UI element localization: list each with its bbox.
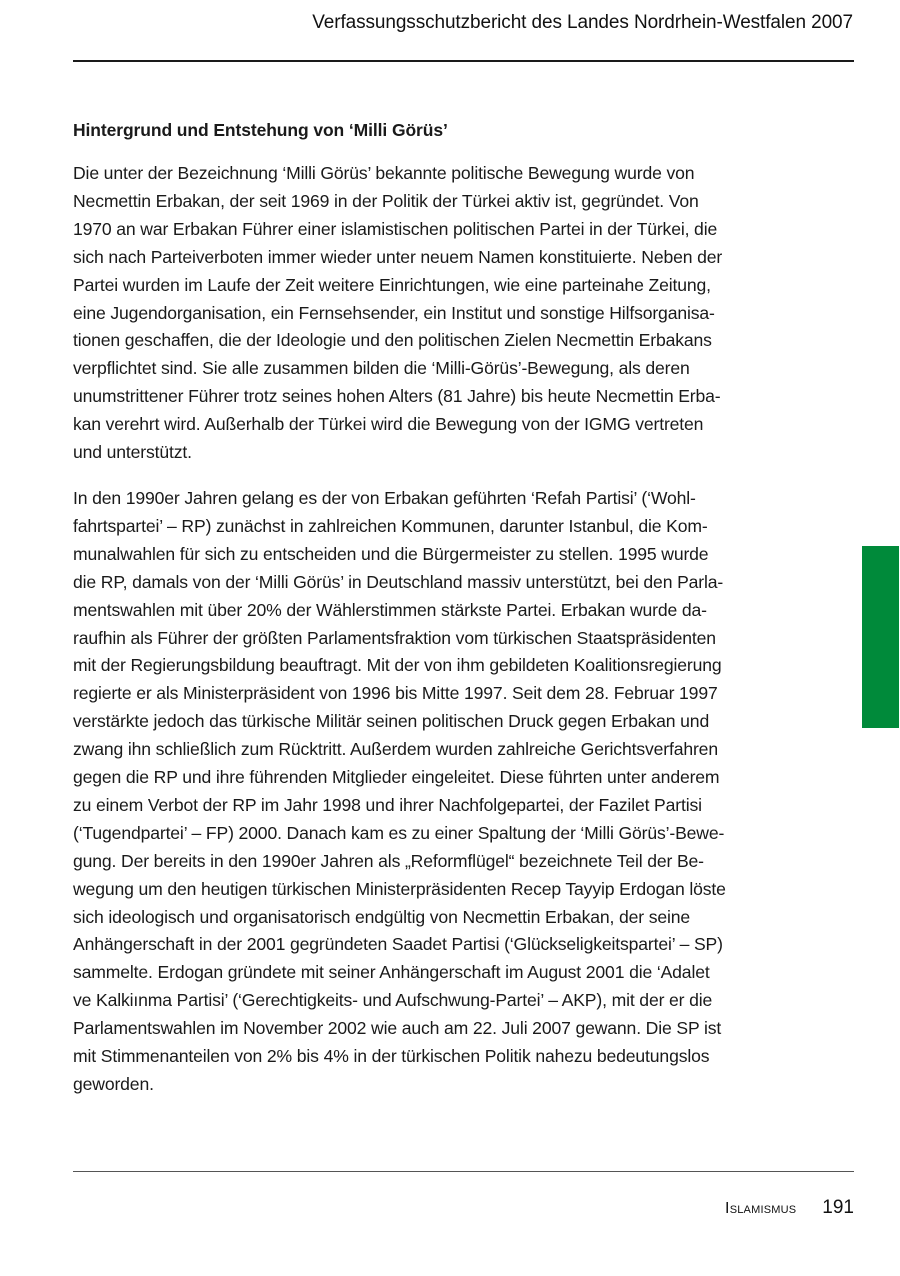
text-line: zwang ihn schließlich zum Rücktritt. Außerdem wurden zahlreiche Gerichtsverfahren [73,739,718,760]
text-line: die RP, damals von der ‘Milli Görüs’ in Deutschland massiv unterstützt, bei den Parla- [73,571,724,592]
text-line: gung. Der bereits in den 1990er Jahren als „Reformflügel“ bezeichnete Teil der Be- [73,850,704,871]
text-line: gegen die RP und ihre führenden Mitglieder eingeleitet. Diese führten unter anderem [73,767,720,788]
text-line: verstärkte jedoch das türkische Militär seinen politischen Druck gegen Erbakan und [73,711,710,732]
text-line: unumstrittener Führer trotz seines hohen Alters (81 Jahre) bis heute Necmettin Erba- [73,386,721,407]
text-line: sich nach Parteiverboten immer wieder unter neuem Namen konstituierte. Neben der [73,246,723,267]
section-heading: Hintergrund und Entstehung von ‘Milli Görüs’ [73,120,448,140]
text-line: mentswahlen mit über 20% der Wählerstimmen stärkste Partei. Erbakan wurde da- [73,599,707,620]
text-line: Necmettin Erbakan, der seit 1969 in der Politik der Türkei aktiv ist, gegründet. Von [73,190,699,211]
text-line: ve Kalkiınma Partisi’ (‘Gerechtigkeits- und Aufschwung-Partei’ – AKP), mit der er die [73,990,713,1011]
text-line: wegung um den heutigen türkischen Ministerpräsidenten Recep Tayyip Erdogan löste [73,878,726,899]
text-line: tionen geschaffen, die der Ideologie und den politischen Zielen Necmettin Erbakans [73,330,712,351]
page-footer [725,1197,854,1219]
text-line: Parlamentswahlen im November 2002 wie auch am 22. Juli 2007 gewann. Die SP ist [73,1018,722,1039]
text-line: kan verehrt wird. Außerhalb der Türkei wird die Bewegung von der IGMG vertreten [73,414,704,435]
text-line: sich ideologisch und organisatorisch endgültig von Necmettin Erbakan, der seine [73,906,691,927]
text-line: mit der Regierungsbildung beauftragt. Mit der von ihm gebildeten Koalitionsregierung [73,655,722,676]
text-line: Partei wurden im Laufe der Zeit weitere Einrichtungen, wie eine parteinahe Zeitung, [73,274,711,295]
header-rule [73,60,854,62]
text-line: regierte er als Ministerpräsident von 1996 bis Mitte 1997. Seit dem 28. Februar 1997 [73,683,718,704]
text-line: Die unter der Bezeichnung ‘Milli Görüs’ bekannte politische Bewegung wurde von [73,163,695,183]
text-line: verpflichtet sind. Sie alle zusammen bilden die ‘Milli-Görüs’-Bewegung, als deren [73,358,690,379]
text-line: 1970 an war Erbakan Führer einer islamistischen politischen Partei in der Türkei, die [73,218,718,239]
paragraph-1 [73,160,808,467]
text-line: raufhin als Führer der größten Parlamentsfraktion vom türkischen Staatspräsidenten [73,627,716,648]
text-line: mit Stimmenanteilen von 2% bis 4% in der türkischen Politik nahezu bedeutungslos [73,1046,710,1067]
text-line: eine Jugendorganisation, ein Fernsehsender, ein Institut und sonstige Hilfsorganisa- [73,302,715,323]
paragraph-2 [73,485,808,1099]
text-line: munalwahlen für sich zu entscheiden und die Bürgermeister zu stellen. 1995 wurde [73,543,709,564]
text-line: zu einem Verbot der RP im Jahr 1998 und ihrer Nachfolgepartei, der Fazilet Partisi [73,794,702,815]
footer-rule [73,1171,854,1172]
page-number: 191 [822,1197,854,1218]
text-line: (‘Tugendpartei’ – FP) 2000. Danach kam es zu einer Spaltung der ‘Milli Görüs’-Bewe- [73,822,725,843]
text-line: geworden. [73,1074,154,1094]
text-line: und unterstützt. [73,442,192,463]
running-header-title: Verfassungsschutzbericht des Landes Nordrhein-Westfalen 2007 [312,12,853,33]
text-line: Anhängerschaft in der 2001 gegründeten Saadet Partisi (‘Glückseligkeitspartei’ – SP) [73,934,723,955]
footer-section-label: Islamismus [725,1200,797,1217]
chapter-tab-marker [862,546,899,728]
text-line: fahrtspartei’ – RP) zunächst in zahlreichen Kommunen, darunter Istanbul, die Kom- [73,515,708,536]
text-line: sammelte. Erdogan gründete mit seiner Anhängerschaft im August 2001 die ‘Adalet [73,962,710,983]
page-content [73,116,808,1117]
text-line: In den 1990er Jahren gelang es der von Erbakan geführten ‘Refah Partisi’ (‘Wohl- [73,487,696,508]
